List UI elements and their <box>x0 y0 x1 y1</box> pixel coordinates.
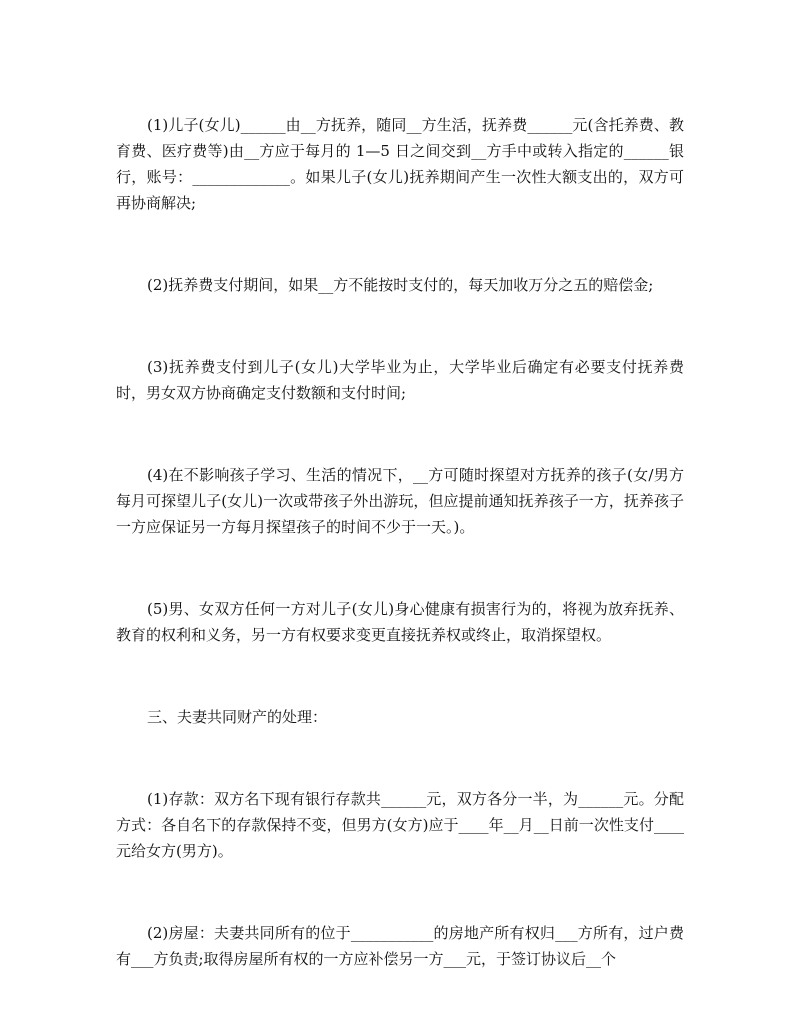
paragraph-spacer <box>116 406 684 462</box>
section-heading-property: 三、夫妻共同财产的处理： <box>147 708 328 726</box>
paragraph-payment-penalty: (2)抚养费支付期间，如果__方不能按时支付的，每天加收万分之五的赔偿金; <box>147 276 654 294</box>
document-page <box>116 112 684 972</box>
paragraph-spacer <box>116 540 684 596</box>
paragraph-spacer <box>116 216 684 272</box>
paragraph-spacer <box>116 864 684 920</box>
paragraph-harm-clause: (5)男、女双方任何一方对儿子(女儿)身心健康有损害行为的，将视为放弃抚养、教育的权利和义务，另一方有权要求变更直接抚养权或终止，取消探望权。 <box>116 600 684 644</box>
paragraph-spacer <box>116 648 684 704</box>
paragraph-child-custody: (1)儿子(女儿)______由__方抚养，随同__方生活，抚养费______元(含托养费、教育费、医疗费等)由__方应于每月的 1—5 日之间交到__方手中或转入指定的______银行，账号：_____________。如果儿子(女儿)抚养期间产生一次性大额支出的，双方可再协商解决; <box>116 116 684 212</box>
paragraph-spacer <box>116 730 684 786</box>
paragraph-payment-duration: (3)抚养费支付到儿子(女儿)大学毕业为止，大学毕业后确定有必要支付抚养费时，男女双方协商确定支付数额和支付时间; <box>116 358 684 402</box>
paragraph-deposits: (1)存款：双方名下现有银行存款共______元，双方各分一半，为______元。分配方式：各自名下的存款保持不变，但男方(女方)应于____年__月__日前一次性支付____元给女方(男方)。 <box>116 790 684 860</box>
paragraph-housing: (2)房屋：夫妻共同所有的位于___________的房地产所有权归___方所有，过户费有___方负责;取得房屋所有权的一方应补偿另一方___元，于签订协议后__个 <box>116 924 684 968</box>
paragraph-visitation: (4)在不影响孩子学习、生活的情况下，__方可随时探望对方抚养的孩子(女/男方每月可探望儿子(女儿)一次或带孩子外出游玩，但应提前通知抚养孩子一方，抚养孩子一方应保证另一方每月探望孩子的时间不少于一天。)。 <box>116 466 684 536</box>
paragraph-spacer <box>116 298 684 354</box>
